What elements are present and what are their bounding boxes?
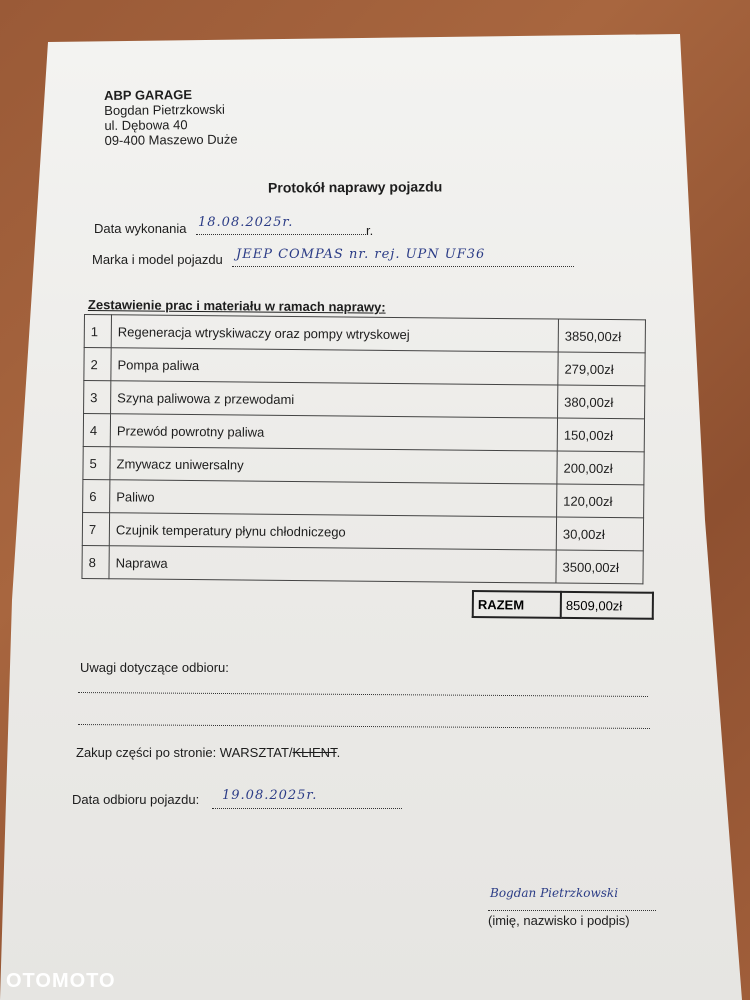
purchase-line bbox=[76, 745, 340, 760]
item-description: Zmywacz uniwersalny bbox=[110, 447, 557, 484]
company-header bbox=[104, 87, 238, 148]
table-row bbox=[82, 512, 643, 550]
purchase-label: Zakup części po stronie: bbox=[76, 745, 220, 760]
item-number: 4 bbox=[83, 414, 110, 447]
total-box bbox=[472, 590, 654, 620]
vehicle-dotted-line bbox=[232, 266, 574, 267]
item-description: Szyna paliwowa z przewodami bbox=[111, 381, 558, 418]
total-row bbox=[473, 591, 653, 619]
otomoto-watermark: OTOMOTO bbox=[6, 970, 116, 992]
item-number: 2 bbox=[84, 348, 111, 381]
pickup-label: Data odbioru pojazdu: bbox=[72, 792, 200, 807]
company-city: 09-400 Maszewo Duże bbox=[104, 131, 238, 148]
vehicle-label: Marka i model pojazdu bbox=[92, 252, 223, 267]
items-table bbox=[81, 314, 646, 584]
table-row bbox=[84, 348, 645, 386]
item-number: 5 bbox=[83, 446, 110, 479]
item-number: 3 bbox=[84, 381, 111, 414]
items-section-title: Zestawienie prac i materiału w ramach naprawy: bbox=[87, 297, 386, 315]
table-row bbox=[82, 545, 643, 583]
document-title: Protokół naprawy pojazdu bbox=[267, 178, 443, 196]
item-description: Paliwo bbox=[110, 480, 557, 517]
date-value: 18.08.2025r. bbox=[198, 215, 294, 230]
purchase-client-struck: KLIENT bbox=[292, 745, 337, 760]
date-suffix: r. bbox=[366, 223, 374, 238]
signature-dotted-line bbox=[488, 910, 656, 911]
table-row bbox=[83, 414, 644, 452]
company-owner: Bogdan Pietrzkowski bbox=[104, 101, 225, 118]
item-number: 1 bbox=[84, 315, 111, 348]
date-label: Data wykonania bbox=[94, 221, 187, 236]
item-description: Pompa paliwa bbox=[111, 348, 558, 385]
item-number: 8 bbox=[82, 545, 109, 578]
total-label: RAZEM bbox=[473, 591, 561, 618]
purchase-end: . bbox=[336, 745, 341, 760]
table-row bbox=[84, 315, 645, 353]
item-number: 6 bbox=[83, 479, 110, 512]
remarks-label: Uwagi dotyczące odbioru: bbox=[80, 660, 229, 675]
vehicle-value: JEEP COMPAS nr. rej. UPN UF36 bbox=[236, 247, 486, 262]
signature-label: (imię, nazwisko i podpis) bbox=[488, 913, 630, 928]
pickup-dotted-line bbox=[212, 808, 402, 809]
pickup-value: 19.08.2025r. bbox=[222, 788, 318, 803]
item-price: 3850,00zł bbox=[558, 319, 645, 353]
item-price: 30,00zł bbox=[556, 517, 643, 551]
table-row bbox=[84, 381, 645, 419]
item-price: 150,00zł bbox=[557, 418, 644, 452]
table-row bbox=[83, 479, 644, 517]
item-number: 7 bbox=[82, 512, 109, 545]
item-price: 200,00zł bbox=[557, 451, 644, 485]
total-value: 8509,00zł bbox=[561, 592, 653, 619]
company-name: ABP GARAGE bbox=[104, 87, 193, 103]
signature-handwritten: Bogdan Pietrzkowski bbox=[490, 886, 619, 900]
purchase-workshop: WARSZTAT/ bbox=[219, 745, 293, 760]
item-description: Regeneracja wtryskiwaczy oraz pompy wtryskowej bbox=[111, 315, 558, 352]
item-description: Naprawa bbox=[109, 546, 556, 583]
company-street: ul. Dębowa 40 bbox=[104, 117, 188, 133]
table-row bbox=[83, 446, 644, 484]
item-price: 279,00zł bbox=[558, 352, 645, 386]
date-dotted-line bbox=[196, 234, 366, 235]
item-price: 3500,00zł bbox=[556, 550, 643, 584]
item-price: 380,00zł bbox=[558, 385, 645, 419]
item-description: Przewód powrotny paliwa bbox=[110, 414, 557, 451]
items-table-wrap bbox=[81, 314, 646, 584]
item-price: 120,00zł bbox=[557, 484, 644, 518]
item-description: Czujnik temperatury płynu chłodniczego bbox=[109, 513, 556, 550]
